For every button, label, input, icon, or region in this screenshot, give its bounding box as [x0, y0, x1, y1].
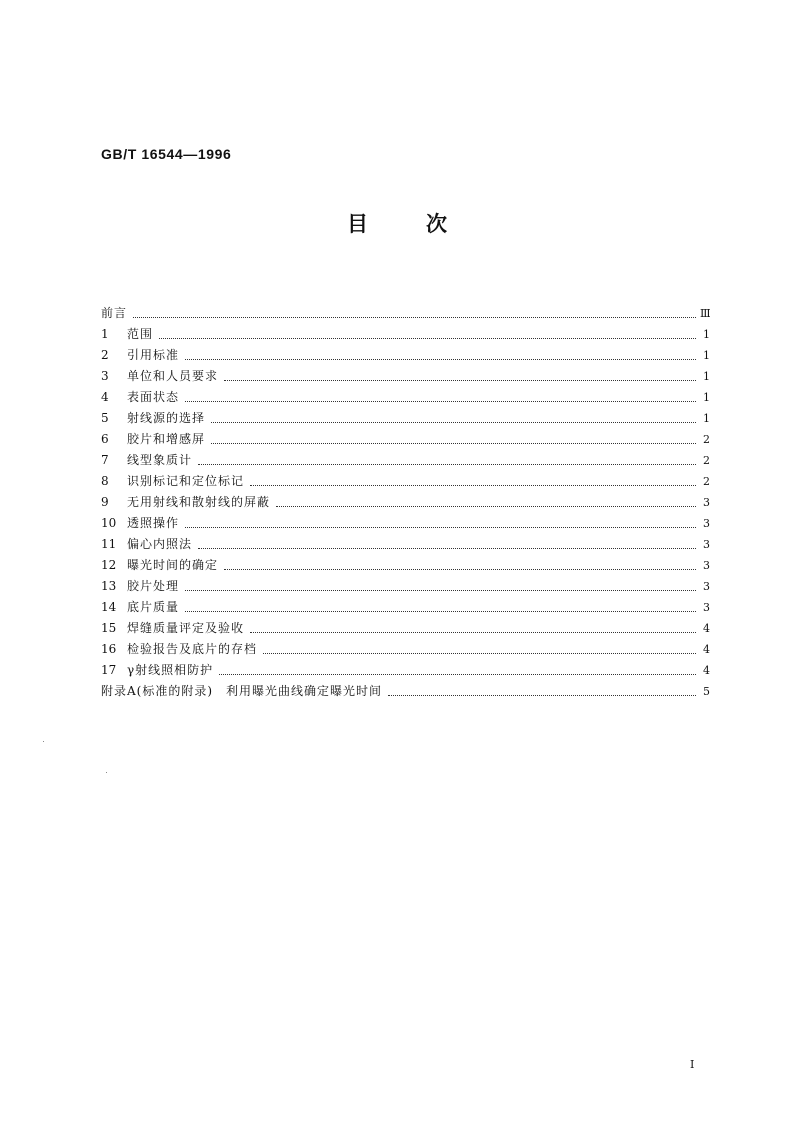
toc-entry[interactable] — [101, 387, 710, 408]
dot-leader — [159, 338, 696, 339]
toc-entry-page: 4 — [703, 664, 710, 677]
toc-entry-label: 识别标记和定位标记 — [127, 474, 245, 488]
toc-entry-label: 无用射线和散射线的屏蔽 — [127, 495, 271, 509]
toc-entry-number: 3 — [101, 369, 109, 383]
toc-entry-number: 2 — [101, 348, 109, 362]
toc-entry-page: 1 — [703, 412, 710, 425]
toc-entry[interactable] — [101, 576, 710, 597]
toc-entry-label: 附录A(标准的附录) 利用曝光曲线确定曝光时间 — [101, 684, 383, 698]
standard-code: GB/T 16544—1996 — [101, 146, 232, 162]
scan-speck — [43, 741, 44, 742]
toc-entry-page: 1 — [703, 349, 710, 362]
table-of-contents — [101, 303, 710, 702]
toc-entry-page: 5 — [703, 685, 710, 698]
toc-entry-number: 1 — [101, 327, 109, 341]
toc-entry-number: 4 — [101, 390, 109, 404]
toc-entry[interactable] — [101, 555, 710, 576]
dot-leader — [185, 611, 696, 612]
toc-entry[interactable] — [101, 513, 710, 534]
toc-entry[interactable] — [101, 681, 710, 702]
toc-entry-number: 12 — [101, 558, 117, 572]
toc-entry-label: 偏心内照法 — [127, 537, 193, 551]
toc-entry-page: 1 — [703, 370, 710, 383]
toc-entry[interactable] — [101, 660, 710, 681]
toc-entry-page: 1 — [703, 328, 710, 341]
toc-entry-label: 表面状态 — [127, 390, 180, 404]
dot-leader — [263, 653, 696, 654]
toc-entry-label: 曝光时间的确定 — [127, 558, 219, 572]
toc-entry-number: 13 — [101, 579, 117, 593]
toc-entry-page: 1 — [703, 391, 710, 404]
toc-entry-page: 3 — [703, 517, 710, 530]
toc-entry-number: 8 — [101, 474, 109, 488]
toc-entry-number: 14 — [101, 600, 117, 614]
toc-entry-label: 射线源的选择 — [127, 411, 206, 425]
toc-entry[interactable] — [101, 303, 710, 324]
toc-entry-page: 2 — [703, 475, 710, 488]
toc-entry-label: 胶片和增感屏 — [127, 432, 206, 446]
dot-leader — [219, 674, 696, 675]
toc-entry-label: 底片质量 — [127, 600, 180, 614]
toc-entry[interactable] — [101, 597, 710, 618]
page-number: I — [690, 1058, 695, 1071]
toc-entry[interactable] — [101, 639, 710, 660]
toc-entry-label: 焊缝质量评定及验收 — [127, 621, 245, 635]
dot-leader — [198, 548, 696, 549]
toc-entry-page: 2 — [703, 454, 710, 467]
dot-leader — [185, 527, 696, 528]
dot-leader — [224, 380, 696, 381]
dot-leader — [388, 695, 696, 696]
dot-leader — [211, 443, 696, 444]
toc-entry-label: 前言 — [101, 306, 128, 320]
toc-entry-page: 3 — [703, 601, 710, 614]
toc-entry-number: 16 — [101, 642, 117, 656]
toc-entry-number: 17 — [101, 663, 117, 677]
toc-entry-label: 引用标准 — [127, 348, 180, 362]
toc-entry[interactable] — [101, 366, 710, 387]
dot-leader — [198, 464, 696, 465]
toc-entry-page: 2 — [703, 433, 710, 446]
toc-entry-number: 15 — [101, 621, 117, 635]
dot-leader — [224, 569, 696, 570]
dot-leader — [185, 359, 696, 360]
toc-entry-number: 5 — [101, 411, 109, 425]
dot-leader — [185, 590, 696, 591]
toc-entry-page: 3 — [703, 580, 710, 593]
scan-speck — [106, 772, 107, 773]
dot-leader — [250, 485, 696, 486]
toc-entry-label: γ射线照相防护 — [127, 663, 214, 677]
dot-leader — [185, 401, 696, 402]
toc-entry-page: 3 — [703, 559, 710, 572]
toc-entry[interactable] — [101, 618, 710, 639]
toc-entry-label: 透照操作 — [127, 516, 180, 530]
toc-entry[interactable] — [101, 492, 710, 513]
toc-entry-page: 3 — [703, 496, 710, 509]
toc-entry-number: 6 — [101, 432, 109, 446]
toc-entry-number: 7 — [101, 453, 109, 467]
toc-entry-label: 线型象质计 — [127, 453, 193, 467]
toc-entry-label: 胶片处理 — [127, 579, 180, 593]
toc-entry-number: 9 — [101, 495, 109, 509]
dot-leader — [211, 422, 696, 423]
toc-entry[interactable] — [101, 408, 710, 429]
toc-entry-label: 范围 — [127, 327, 154, 341]
page-title: 目次 — [347, 212, 505, 236]
dot-leader — [250, 632, 696, 633]
toc-entry-page: 4 — [703, 622, 710, 635]
toc-entry-page: 4 — [703, 643, 710, 656]
toc-entry-label: 检验报告及底片的存档 — [127, 642, 258, 656]
dot-leader — [276, 506, 696, 507]
toc-entry-number: 10 — [101, 516, 117, 530]
dot-leader — [133, 317, 696, 318]
toc-entry[interactable] — [101, 324, 710, 345]
toc-entry[interactable] — [101, 429, 710, 450]
toc-entry[interactable] — [101, 534, 710, 555]
toc-entry[interactable] — [101, 471, 710, 492]
toc-entry[interactable] — [101, 345, 710, 366]
toc-entry[interactable] — [101, 450, 710, 471]
toc-entry-page: Ⅲ — [700, 307, 711, 320]
toc-entry-page: 3 — [703, 538, 710, 551]
toc-entry-label: 单位和人员要求 — [127, 369, 219, 383]
toc-entry-number: 11 — [101, 537, 117, 551]
